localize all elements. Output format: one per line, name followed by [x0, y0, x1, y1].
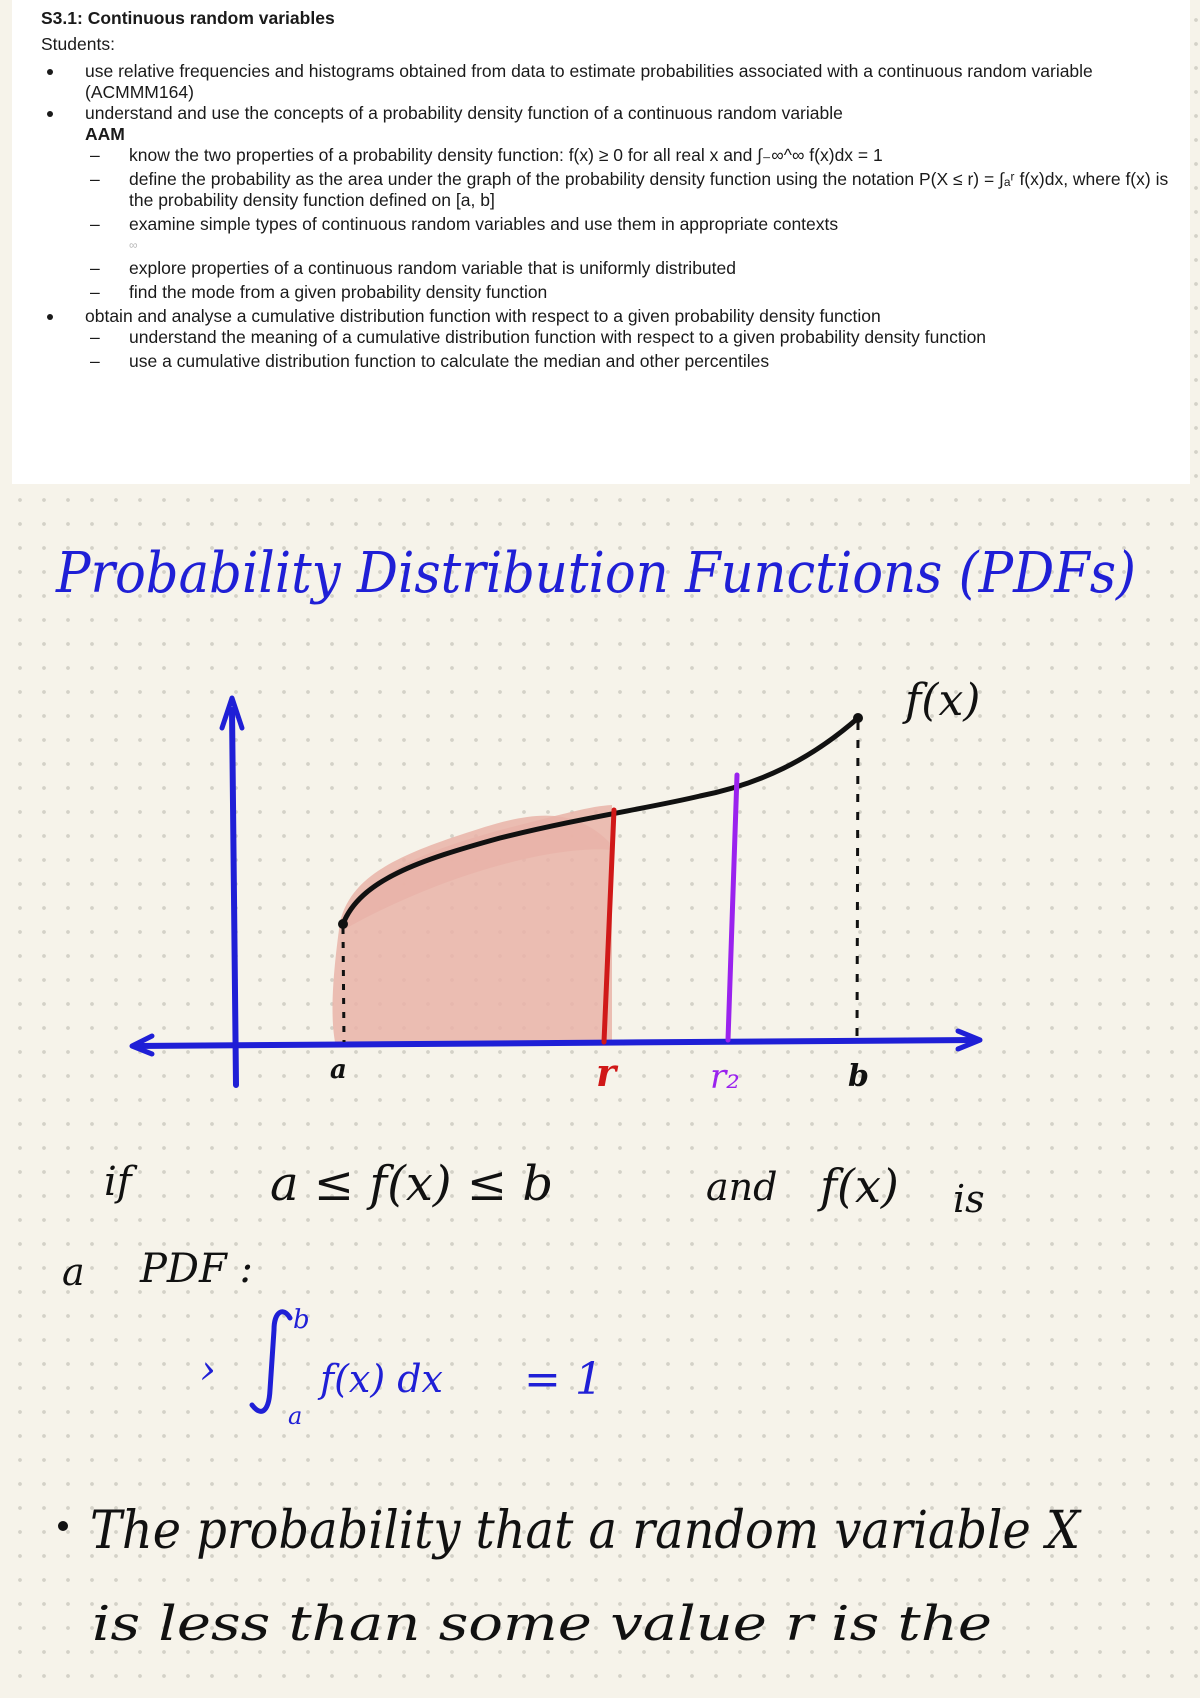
integrand: f(x) dx [320, 1357, 443, 1401]
arrow-icon: › [200, 1347, 216, 1393]
probability-sentence [58, 1501, 1082, 1652]
sub-outcome: – explore properties of a continuous random variable that is uniformly distributed [85, 258, 1170, 279]
curve-end-dot [853, 713, 863, 723]
integral-lower: a [288, 1402, 303, 1430]
x-axis [135, 1040, 975, 1046]
integral-upper: b [293, 1305, 310, 1335]
integral-result: = 1 [524, 1354, 603, 1405]
integral-expression [200, 1305, 603, 1430]
condition-line [62, 1156, 985, 1294]
curve-label: f(x) [905, 675, 981, 726]
tick-label-r: r [596, 1050, 617, 1095]
syllabus-heading: S3.1: Continuous random variables [41, 8, 335, 28]
sentence-line-2: is less than some value r is the [92, 1596, 992, 1652]
word-is: is [953, 1177, 985, 1221]
outcome-text: use relative frequencies and histograms obtained from data to estimate probabilities associated with a continuous random variable (ACMMM164) [85, 61, 1093, 102]
sub-outcome: – understand the meaning of a cumulative distribution function with respect to a given probability density function [85, 327, 1170, 348]
tick-label-a: a [330, 1055, 347, 1085]
r2-line [728, 775, 737, 1040]
outcome-text: understand and use the concepts of a probability density function of a continuous random variable [85, 103, 843, 123]
tick-label-r2: r₂ [710, 1057, 740, 1097]
word-if: if [104, 1159, 132, 1205]
bullet-dot [58, 1521, 68, 1531]
dashed-line-b [857, 722, 858, 1038]
word-a: a [62, 1250, 85, 1294]
pdf-graph [132, 675, 980, 1097]
fx-expression: f(x) [820, 1159, 899, 1213]
tick-label-b: b [848, 1059, 869, 1094]
integral-sign-icon [252, 1312, 290, 1412]
range-expression: a ≤ f(x) ≤ b [270, 1156, 554, 1212]
syllabus-lead: Students: [41, 34, 115, 54]
sub-outcome-text: examine simple types of continuous random variables and use them in appropriate contexts [129, 214, 839, 234]
sub-outcome: – find the mode from a given probability density function [85, 282, 1170, 303]
sub-outcome: – know the two properties of a probability density function: f(x) ≥ 0 for all real x and ∫₋∞^∞ f(x)dx = 1 [85, 145, 1170, 166]
pdf-label: PDF : [140, 1246, 253, 1292]
y-axis [232, 710, 236, 1085]
word-and: and [706, 1165, 778, 1209]
curve-start-dot [338, 919, 348, 929]
faded-glyph-icon: ∞ [129, 238, 138, 252]
outcome-text: obtain and analyse a cumulative distribution function with respect to a given probability density function [85, 306, 881, 326]
sub-outcome: – use a cumulative distribution function to calculate the median and other percentiles [85, 351, 1170, 372]
sentence-line-1: The probability that a random variable X [90, 1501, 1082, 1561]
outcome-tag: AAM [85, 124, 125, 144]
sub-outcome: – define the probability as the area under the graph of the probability density function using the notation P(X ≤ r) = ∫ₐʳ f(x)dx, where f(x) is the probability density function defined on [a, b] [85, 169, 1170, 211]
notes-title: Probability Distribution Functions (PDFs) [55, 541, 1136, 606]
